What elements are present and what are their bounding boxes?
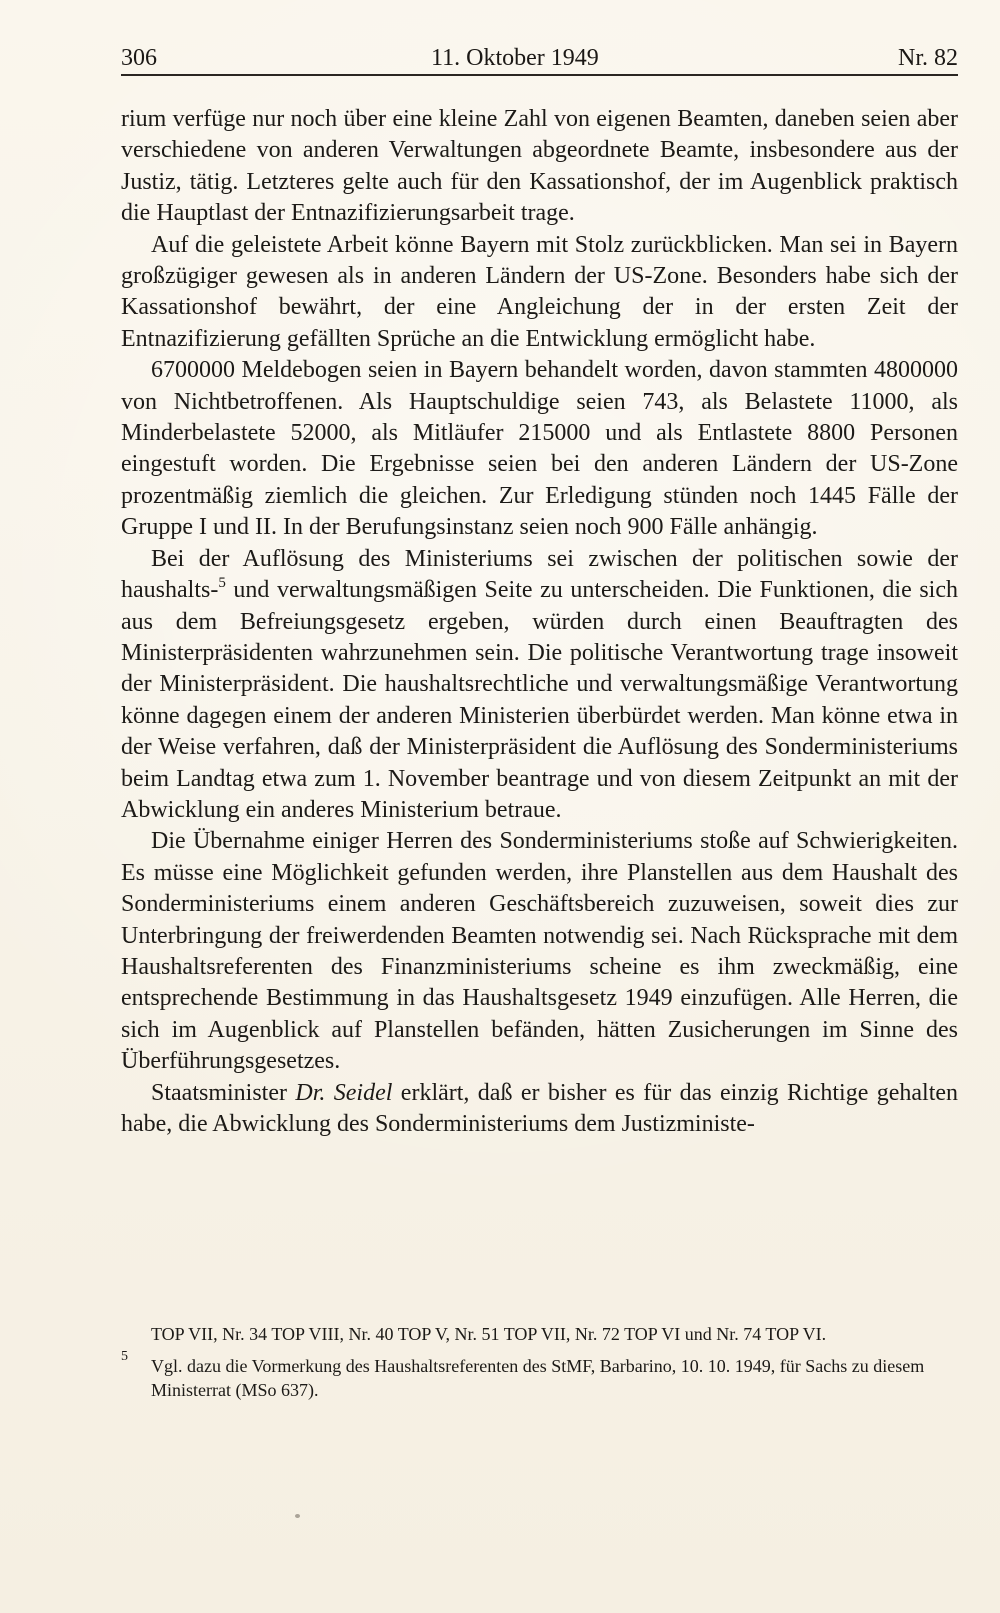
footnote-continued: TOP VII, Nr. 34 TOP VIII, Nr. 40 TOP V, Nr. 51 TOP VII, Nr. 72 TOP VI und Nr. 74 TOP VI. — [151, 1324, 827, 1344]
footnote-mark: 5 — [121, 1349, 128, 1364]
page-mark — [295, 1514, 300, 1518]
paragraph-text: Staatsminister — [151, 1079, 296, 1106]
running-date: 11. Oktober 1949 — [431, 45, 599, 71]
body-text — [121, 104, 958, 1140]
footnote-reference: 5 — [218, 575, 226, 592]
paragraph-text: erklärt, daß er bisher es für das einzig Richtige gehalten habe, die Abwicklung des Sonderministeriums dem Justizministe- — [121, 1079, 959, 1137]
running-header — [121, 42, 958, 74]
header-rule — [121, 74, 958, 76]
paragraph-continued: rium verfüge nur noch über eine kleine Zahl von eigenen Beamten, daneben seien aber verschiedene von anderen Verwaltungen abgeordnete Beamte, insbesondere aus der Justiz, tätig. Letzteres gelte auch für den Kassationshof, der im Augenblick praktisch die Hauptlast der Entnazifizierungsarbeit trage. — [121, 106, 958, 227]
footnote-text: Vgl. dazu die Vormerkung des Haushaltsreferenten des StMF, Barbarino, 10. 10. 1949, für Sachs zu diesem Ministerrat (MSo 637). — [151, 1356, 925, 1400]
page-number: 306 — [121, 45, 157, 71]
paragraph: Die Übernahme einiger Herren des Sonderministeriums stoße auf Schwierigkeiten. Es müsse eine Möglichkeit gefunden werden, ihre Planstellen aus dem Haushalt des Sonderministeriums einem anderen Geschäftsbereich zuzuweisen, soweit dies zur Unterbringung der freiwerdenden Beamten notwendig sei. Nach Rücksprache mit dem Haushaltsreferenten des Finanzministeriums scheine es ihm zweckmäßig, eine entsprechende Bestimmung in das Haushaltsgesetz 1949 einzufügen. Alle Herren, die sich im Augenblick auf Planstellen befänden, hätten Zusicherungen im Sinne des Überführungsgesetzes. — [121, 828, 958, 1075]
paragraph-with-speaker — [121, 1078, 958, 1141]
paragraph-text: und verwaltungsmäßigen Seite zu unterscheiden. Die Funktionen, die sich aus dem Befreiungsgesetz ergeben, würden durch einen Beauftragten des Ministerpräsidenten wahrzunehmen sein. Die politische Verantwortung trage insoweit der Ministerpräsident. Die haushaltsrechtliche und verwaltungsmäßige Verantwortung könne dagegen einem der anderen Ministerien überbürdet werden. Man könne etwa in der Weise verfahren, daß der Ministerpräsident die Auflösung des Sonderministeriums beim Landtag etwa zum 1. November beantrage und von diesem Zeitpunkt an mit der Abwicklung ein anderes Ministerium betraue. — [121, 577, 958, 823]
paragraph: 6700000 Meldebogen seien in Bayern behandelt worden, davon stammten 4800000 von Nichtbetroffenen. Als Hauptschuldige seien 743, als Belastete 11000, als Minderbelastete 52000, als Mitläufer 215000 und als Entlastete 8800 Personen eingestuft worden. Die Ergebnisse seien bei den anderen Ländern der US-Zone prozentmäßig ziemlich die gleichen. Zur Erledigung stünden noch 1445 Fälle der Gruppe I und II. In der Berufungsinstanz seien noch 900 Fälle anhängig. — [121, 357, 958, 541]
speaker-name: Dr. Seidel — [295, 1079, 393, 1106]
footnote-5 — [121, 1349, 958, 1402]
footnotes — [121, 1322, 958, 1402]
paragraph-text: Bei der Auflösung des Ministeriums sei zwischen der politischen sowie der haushalts- — [121, 545, 958, 604]
paragraph-with-footnote — [121, 544, 958, 827]
document-number: Nr. 82 — [898, 45, 958, 71]
paragraph: Auf die geleistete Arbeit könne Bayern mit Stolz zurückblicken. Man sei in Bayern großzügiger gewesen als in anderen Ländern der US-Zone. Besonders habe sich der Kassationshof bewährt, der eine Angleichung der in der ersten Zeit der Entnazifizierung gefällten Sprüche an die Entwicklung ermöglicht habe. — [121, 231, 958, 352]
